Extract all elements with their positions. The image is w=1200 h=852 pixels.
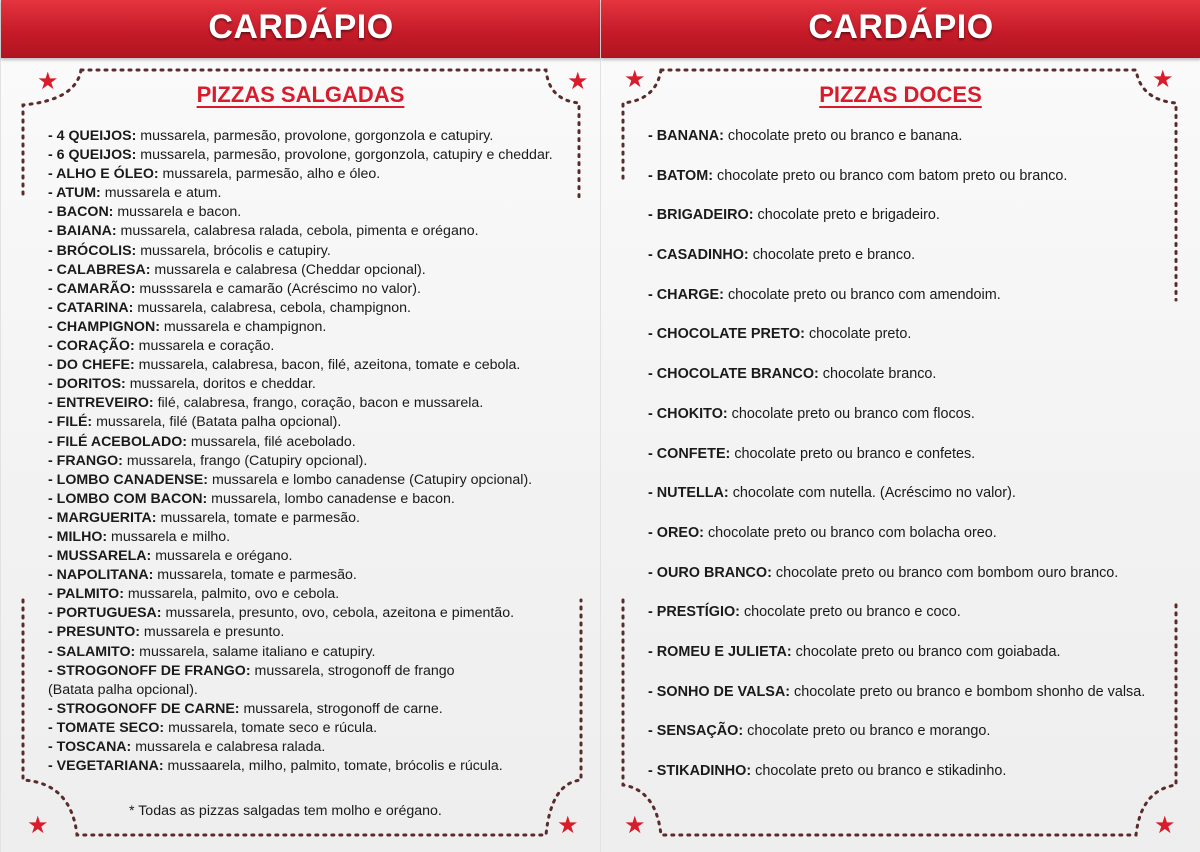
menu-item [648,205,1145,245]
menu-item-description: mussarela e milho. [107,528,231,545]
menu-item-description: chocolate preto ou branco e banana. [723,128,963,144]
menu-item-name: - CORAÇÃO: [48,338,135,355]
menu-item [648,364,1145,404]
menu-item [648,563,1145,603]
menu-item-description: mussarela, filé acebolado. [186,433,356,450]
menu-item [648,285,1145,325]
menu-item [48,394,553,413]
menu-item [48,318,553,337]
menu-item-name: - STROGONOFF DE FRANGO: [48,662,251,679]
menu-item-description: mussarela, tomate e parmesão. [153,567,357,584]
menu-item [48,585,553,604]
menu-item-name: - PORTUGUESA: [48,605,162,622]
menu-item-name: - PRESTÍGIO: [648,604,740,621]
menu-item-description: chocolate preto ou branco com amendoim. [723,286,1001,303]
menu-item [48,604,553,623]
menu-item-name: - ROMEU E JULIETA: [648,643,792,660]
menu-item-description: mussarela e calabresa (Cheddar opcional). [150,261,426,278]
menu-item-name: - BATOM: [648,167,714,184]
menu-item-description: mussarela, palmito, ovo e cebola. [123,586,340,603]
menu-item-description: mussarela e atum. [100,185,222,202]
menu-item [648,245,1145,285]
menu-item-description: chocolate preto ou branco e coco. [739,604,961,621]
menu-item-description: mussarela e bacon. [113,204,242,221]
menu-item-description: mussarela, strogonoff de carne. [239,700,443,717]
sweet-pizza-list [648,126,1145,801]
banner [1,0,601,58]
menu-item-name: - BACON: [48,204,114,221]
menu-item-description: chocolate preto ou branco com flocos. [727,405,975,422]
star-icon: ★ [567,68,589,95]
menu-item-name: - CASADINHO: [648,247,749,264]
menu-item-name: - STROGONOFF DE CARNE: [48,700,240,717]
menu-item-name: - CHOCOLATE BRANCO: [648,366,819,383]
menu-item [48,719,553,738]
menu-item-name: - SENSAÇÃO: [648,723,744,740]
menu-item-description: chocolate preto ou branco e confetes. [730,445,976,462]
menu-item-description: mussarela, tomate seco e rúcula. [164,719,378,736]
menu-item [48,623,553,642]
section-title: PIZZAS DOCES [819,82,982,107]
menu-item [648,444,1145,484]
menu-item [48,261,553,280]
menu-item-name: - CONFETE: [648,445,731,462]
menu-item-name: - BAIANA: [48,223,117,240]
menu-item-name: - PALMITO: [48,586,124,603]
menu-item-name: - ATUM: [48,185,101,202]
section-title: PIZZAS SALGADAS [196,82,405,107]
menu-item [648,721,1145,761]
menu-item [648,404,1145,444]
menu-item-name: - LOMBO CANADENSE: [48,471,208,488]
menu-item [48,700,553,719]
menu-item-description: filé, calabresa, frango, coração, bacon e mussarela. [153,395,484,412]
menu-item-name: - FRANGO: [48,452,123,469]
menu-item-name: - OURO BRANCO: [648,564,772,581]
menu-item [48,184,553,203]
star-icon: ★ [27,812,49,839]
menu-item [48,509,553,528]
menu-item-name: - PRESUNTO: [48,624,140,641]
menu-item [48,203,553,222]
menu-item-name: - FILÉ ACEBOLADO: [48,433,187,450]
menu-item-description: chocolate preto ou branco com goiabada. [791,643,1061,660]
menu-item-name: - CHOCOLATE PRETO: [648,326,805,343]
menu-item-name: - MARGUERITA: [48,509,157,526]
menu-item-description: mussarela, parmesão, provolone, gorgonzola e catupiry. [136,128,494,144]
menu-item-description: mussarela, strogonoff de frango [250,662,455,679]
menu-item-description: mussarela, doritos e cheddar. [125,376,316,393]
menu-item [48,471,553,490]
menu-item [48,662,553,681]
menu-item [48,165,553,184]
menu-item [48,547,553,566]
menu-item [48,375,553,394]
star-icon: ★ [557,812,579,839]
menu-item [48,356,553,375]
menu-item-name: - TOMATE SECO: [48,719,165,736]
menu-item [648,602,1145,642]
menu-item-name: - MUSSARELA: [48,548,152,565]
star-icon: ★ [1152,66,1174,93]
footnote: * Todas as pizzas salgadas tem molho e orégano. [129,803,442,819]
menu-item-description: mussarela, lombo canadense e bacon. [207,490,455,507]
menu-item [48,566,553,585]
menu-item-description: chocolate preto. [804,326,912,343]
banner-title: CARDÁPIO [808,8,994,46]
menu-item-description: mussarela, parmesão, provolone, gorgonzola, catupiry e cheddar. [136,147,553,164]
menu-item-name: - MILHO: [48,528,108,545]
menu-item [48,757,553,776]
menu-item-description: chocolate preto ou branco com batom preto ou branco. [713,167,1068,184]
menu-item-description: mussarela, frango (Catupiry opcional). [122,452,368,469]
menu-item [648,483,1145,523]
menu-item-name: - CALABRESA: [48,261,151,278]
menu-item-name: - SONHO DE VALSA: [648,683,791,700]
menu-item-description: chocolate preto e brigadeiro. [753,207,940,224]
menu-item [48,222,553,241]
menu-item-name: - CHARGE: [648,286,724,303]
savory-pizza-list [48,127,553,776]
menu-item-name: - 6 QUEIJOS: [48,147,137,164]
star-icon: ★ [624,812,646,839]
menu-item-name: - BRIGADEIRO: [648,207,754,224]
menu-item-description: chocolate preto ou branco e morango. [743,723,991,740]
menu-item-name: - OREO: [648,524,704,541]
menu-item-description: mussarela e champignon. [159,318,327,335]
menu-item [48,280,553,299]
menu-item [48,146,553,165]
menu-item-description: mussarela, presunto, ovo, cebola, azeitona e pimentão. [161,605,515,622]
star-icon: ★ [624,66,646,93]
menu-item [48,337,553,356]
menu-item-name: - CHAMPIGNON: [48,318,160,335]
menu-item-description: chocolate preto ou branco com bombom ouro branco. [771,564,1119,581]
menu-item-name: - ENTREVEIRO: [48,395,154,412]
menu-item [48,643,553,662]
menu-item-description: chocolate preto e branco. [748,247,916,264]
banner [601,0,1200,58]
menu-item-name: - FILÉ: [48,414,93,431]
menu-item-description: mussarela e calabresa ralada. [131,739,326,755]
menu-item-name: - TOSCANA: [48,739,132,755]
menu-item-description: chocolate preto ou branco com bolacha oreo. [703,524,997,541]
menu-item-name: - LOMBO COM BACON: [48,490,208,507]
menu-item [48,738,553,757]
menu-item-description: mussaarela, milho, palmito, tomate, brócolis e rúcula. [163,758,503,775]
menu-item-description: mussarela, brócolis e catupiry. [136,242,331,259]
menu-item [648,682,1145,722]
menu-item-name: - DO CHEFE: [48,357,135,374]
menu-item-name: - NUTELLA: [648,485,729,502]
menu-item-name: - BRÓCOLIS: [48,242,137,259]
menu-item-description: musssarela e camarão (Acréscimo no valor). [135,280,421,297]
menu-item-description: mussarela e coração. [134,338,275,355]
menu-item [48,681,553,700]
menu-item [648,126,1145,166]
menu-item-name: - 4 QUEIJOS: [48,128,137,144]
menu-item [48,127,553,146]
menu-item-description: mussarela, calabresa ralada, cebola, pimenta e orégano. [116,223,479,240]
menu-item-description: mussarela, filé (Batata palha opcional). [92,414,342,431]
menu-item-name: - DORITOS: [48,376,126,393]
menu-item-description: mussarela, calabresa, cebola, champignon. [133,299,411,316]
menu-item-name: - BANANA: [648,128,724,144]
menu-item-description: chocolate preto ou branco e stikadinho. [751,763,1007,779]
menu-item [48,242,553,261]
menu-item-name: - SALAMITO: [48,643,136,660]
menu-item [48,413,553,432]
menu-item-description: mussarela, parmesão, alho e óleo. [158,166,381,183]
menu-item-name: - STIKADINHO: [648,763,752,779]
menu-item-name: - CHOKITO: [648,405,728,422]
menu-item-description: mussarela e lombo canadense (Catupiry opcional). [208,471,533,488]
menu-item-description: mussarela, salame italiano e catupiry. [135,643,376,660]
menu-item [648,642,1145,682]
menu-item-name: - VEGETARIANA: [48,758,164,775]
menu-item [648,324,1145,364]
menu-item [648,761,1145,801]
menu-item-description: (Batata palha opcional). [48,681,198,698]
menu-item-description: chocolate com nutella. (Acréscimo no valor). [728,485,1016,502]
menu-item-name: - ALHO E ÓLEO: [48,166,159,183]
menu-item [48,299,553,318]
menu-item [48,433,553,452]
menu-item-description: mussarela, calabresa, bacon, filé, azeitona, tomate e cebola. [134,357,521,374]
menu-item-description: chocolate preto ou branco e bombom shonho de valsa. [790,683,1146,700]
menu-item [648,523,1145,563]
menu-item-description: mussarela e presunto. [139,624,285,641]
banner-title: CARDÁPIO [208,8,394,46]
menu-item-name: - CATARINA: [48,299,134,316]
star-icon: ★ [37,68,59,95]
menu-item-name: - NAPOLITANA: [48,567,154,584]
menu-item-name: - CAMARÃO: [48,280,136,297]
menu-item-description: mussarela, tomate e parmesão. [156,509,360,526]
menu-item [48,452,553,471]
menu-item [48,490,553,509]
menu-item-description: mussarela e orégano. [151,548,293,565]
menu-item-description: chocolate branco. [818,366,937,383]
menu-item [648,166,1145,206]
menu-item [48,528,553,547]
star-icon: ★ [1154,812,1176,839]
